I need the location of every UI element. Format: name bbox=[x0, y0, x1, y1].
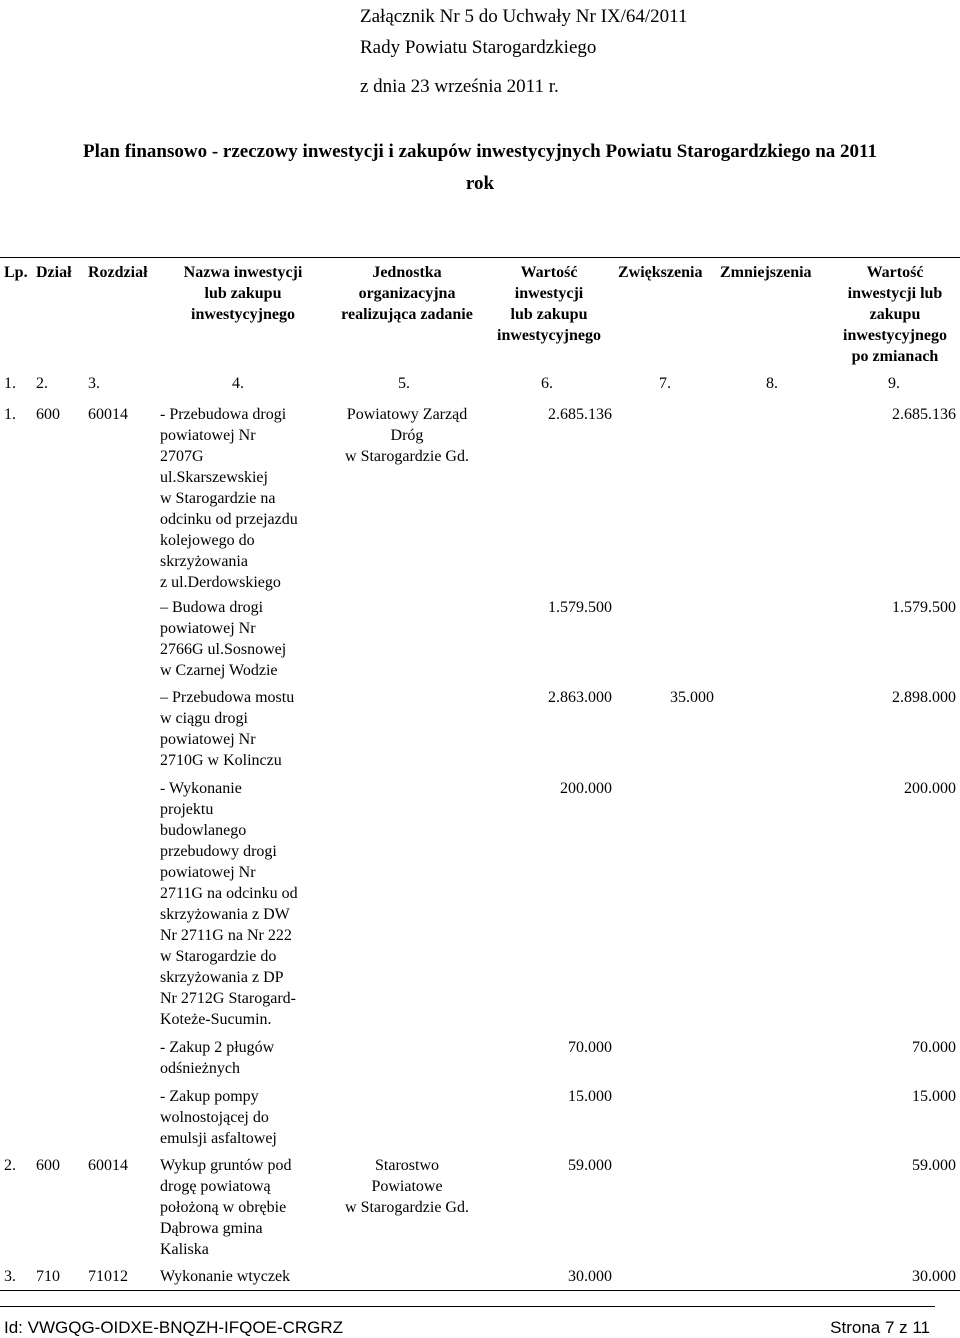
col-header-wartosc bbox=[486, 262, 612, 346]
item-name-line: Nr 2711G na Nr 222 bbox=[160, 927, 292, 944]
row-rozdzial: 60014 bbox=[88, 1157, 128, 1174]
item-name-line: 2766G ul.Sosnowej bbox=[160, 641, 287, 658]
col-number: 3. bbox=[88, 375, 100, 392]
item-name bbox=[160, 1086, 277, 1149]
item-name-line: w Starogardzie do bbox=[160, 948, 277, 965]
row-rozdzial: 60014 bbox=[88, 406, 128, 423]
item-name-line: Nr 2712G Starogard- bbox=[160, 990, 296, 1007]
title-line-1: Plan finansowo - rzeczowy inwestycji i zakupów inwestycyjnych Powiatu Starogardzkiego na 2011 bbox=[83, 141, 877, 162]
item-value-after: 15.000 bbox=[912, 1088, 956, 1105]
item-name-line: drogę powiatową bbox=[160, 1178, 271, 1195]
col-header-nazwa-3: inwestycyjnego bbox=[191, 306, 295, 323]
item-name-line: - Wykonanie bbox=[160, 780, 242, 797]
item-value-after: 1.579.500 bbox=[892, 599, 956, 616]
col-header-nazwa-1: Nazwa inwestycji bbox=[183, 264, 303, 281]
row-unit bbox=[330, 1155, 484, 1218]
col-header-wartosc-3: lub zakupu bbox=[510, 306, 588, 323]
col-header-rozdzial: Rozdział bbox=[88, 264, 148, 281]
item-value: 2.863.000 bbox=[548, 689, 612, 706]
col-header-wartosc-4: inwestycyjnego bbox=[497, 327, 601, 344]
col-number: 1. bbox=[4, 375, 16, 392]
item-name: Wykonanie wtyczek bbox=[160, 1268, 291, 1285]
row-unit-line: w Starogardzie Gd. bbox=[345, 1199, 469, 1216]
row-dzial: 600 bbox=[36, 406, 60, 423]
item-value-after: 2.685.136 bbox=[892, 406, 956, 423]
item-name-line: powiatowej Nr bbox=[160, 620, 256, 637]
item-name-line: przebudowy drogi bbox=[160, 843, 277, 860]
item-name-line: Kaliska bbox=[160, 1241, 209, 1258]
col-number: 9. bbox=[888, 375, 900, 392]
item-name-line: – Przebudowa mostu bbox=[160, 689, 295, 706]
row-rozdzial: 71012 bbox=[88, 1268, 128, 1285]
item-name-line: skrzyżowania z DW bbox=[160, 906, 290, 923]
col-header-lp: Lp. bbox=[4, 264, 28, 281]
col-number: 6. bbox=[541, 375, 553, 392]
item-name-line: 2710G w Kolinczu bbox=[160, 752, 282, 769]
col-number: 8. bbox=[766, 375, 778, 392]
item-name-line: – Budowa drogi bbox=[160, 599, 264, 616]
row-unit-line: Powiatowe bbox=[371, 1178, 443, 1195]
row-lp: 1. bbox=[4, 406, 16, 423]
col-header-wartosc-po bbox=[830, 262, 960, 367]
row-unit-line: w Starogardzie Gd. bbox=[345, 448, 469, 465]
col-header-wartosc-po-3: zakupu bbox=[869, 306, 921, 323]
col-header-jednostka-1: Jednostka bbox=[372, 264, 442, 281]
item-name-line: projektu bbox=[160, 801, 214, 818]
item-name-line: - Zakup pompy bbox=[160, 1088, 259, 1105]
item-value: 59.000 bbox=[568, 1157, 612, 1174]
item-value: 30.000 bbox=[568, 1268, 612, 1285]
item-name-line: - Przebudowa drogi bbox=[160, 406, 287, 423]
item-name bbox=[160, 597, 286, 681]
item-name bbox=[160, 1155, 291, 1260]
col-header-wartosc-po-2: inwestycji lub bbox=[847, 285, 943, 302]
row-dzial: 600 bbox=[36, 1157, 60, 1174]
item-name-line: w Czarnej Wodzie bbox=[160, 662, 278, 679]
item-name bbox=[160, 687, 294, 771]
col-header-nazwa-2: lub zakupu bbox=[204, 285, 282, 302]
col-header-jednostka-3: realizująca zadanie bbox=[341, 306, 473, 323]
item-name-line: w Starogardzie na bbox=[160, 490, 276, 507]
item-value: 70.000 bbox=[568, 1039, 612, 1056]
item-name-line: skrzyżowania z DP bbox=[160, 969, 284, 986]
col-header-jednostka-2: organizacyjna bbox=[358, 285, 456, 302]
item-name bbox=[160, 404, 298, 593]
col-header-zmniejszenia: Zmniejszenia bbox=[720, 264, 812, 281]
header-line-2: Rady Powiatu Starogardzkiego bbox=[360, 37, 597, 58]
item-name-line: Wykup gruntów pod bbox=[160, 1157, 292, 1174]
page-number: Strona 7 z 11 bbox=[830, 1318, 930, 1337]
item-name-line: 2707G bbox=[160, 448, 204, 465]
row-unit-line: Dróg bbox=[390, 427, 424, 444]
col-header-wartosc-2: inwestycji bbox=[514, 285, 584, 302]
row-unit bbox=[330, 404, 484, 467]
col-header-wartosc-po-1: Wartość bbox=[866, 264, 924, 281]
col-number: 7. bbox=[659, 375, 671, 392]
dash-marker: – bbox=[160, 689, 172, 706]
item-name-line: powiatowej Nr bbox=[160, 427, 256, 444]
item-name-line: ul.Skarszewskiej bbox=[160, 469, 268, 486]
row-lp: 2. bbox=[4, 1157, 16, 1174]
item-value-after: 59.000 bbox=[912, 1157, 956, 1174]
item-name-line: 2711G na odcinku od bbox=[160, 885, 298, 902]
item-increase: 35.000 bbox=[670, 689, 714, 706]
item-value: 2.685.136 bbox=[548, 406, 612, 423]
col-number: 5. bbox=[398, 375, 410, 392]
item-name-line: odśnieżnych bbox=[160, 1060, 240, 1077]
col-header-wartosc-po-5: po zmianach bbox=[851, 348, 939, 365]
item-value: 200.000 bbox=[560, 780, 612, 797]
row-dzial: 710 bbox=[36, 1268, 60, 1285]
item-name-line: budowlanego bbox=[160, 822, 247, 839]
row-unit-line: Starostwo bbox=[375, 1157, 439, 1174]
item-name-line: skrzyżowania bbox=[160, 553, 248, 570]
item-value: 15.000 bbox=[568, 1088, 612, 1105]
row-unit-line: Powiatowy Zarząd bbox=[346, 406, 468, 423]
item-value-after: 2.898.000 bbox=[892, 689, 956, 706]
item-name-line: Dąbrowa gmina bbox=[160, 1220, 263, 1237]
col-header-dzial: Dział bbox=[36, 264, 72, 281]
col-header-wartosc-1: Wartość bbox=[520, 264, 578, 281]
footer-rule bbox=[0, 1306, 935, 1307]
item-name-line: położoną w obrębie bbox=[160, 1199, 287, 1216]
row-lp: 3. bbox=[4, 1268, 16, 1285]
col-number: 4. bbox=[232, 375, 244, 392]
col-header-wartosc-po-4: inwestycyjnego bbox=[843, 327, 947, 344]
col-header-nazwa bbox=[160, 262, 326, 325]
item-value-after: 30.000 bbox=[912, 1268, 956, 1285]
item-name-line: emulsji asfaltowej bbox=[160, 1130, 277, 1147]
item-name bbox=[160, 778, 298, 1030]
header-line-3: z dnia 23 września 2011 r. bbox=[360, 76, 559, 97]
item-value: 1.579.500 bbox=[548, 599, 612, 616]
item-name-line: w ciągu drogi bbox=[160, 710, 248, 727]
header-line-1: Załącznik Nr 5 do Uchwały Nr IX/64/2011 bbox=[360, 6, 688, 27]
item-name-line: kolejowego do bbox=[160, 532, 255, 549]
item-name-line: powiatowej Nr bbox=[160, 864, 256, 881]
item-name-line: wolnostojącej do bbox=[160, 1109, 269, 1126]
item-name-line: z ul.Derdowskiego bbox=[160, 574, 281, 591]
item-value-after: 70.000 bbox=[912, 1039, 956, 1056]
item-name-line: odcinku od przejazdu bbox=[160, 511, 298, 528]
item-name-line: - Zakup 2 pługów bbox=[160, 1039, 275, 1056]
col-number: 2. bbox=[36, 375, 48, 392]
title-line-2: rok bbox=[465, 173, 495, 194]
col-header-jednostka bbox=[330, 262, 484, 325]
document-id: Id: VWGQG-OIDXE-BNQZH-IFQOE-CRGRZ bbox=[4, 1318, 344, 1337]
item-name-line: powiatowej Nr bbox=[160, 731, 256, 748]
item-name-line: Koteże-Sucumin. bbox=[160, 1011, 272, 1028]
document-title bbox=[0, 136, 960, 200]
item-name bbox=[160, 1037, 274, 1079]
item-value-after: 200.000 bbox=[904, 780, 956, 797]
col-header-zwiekszenia: Zwiększenia bbox=[618, 264, 703, 281]
dash-marker: – bbox=[160, 599, 172, 616]
